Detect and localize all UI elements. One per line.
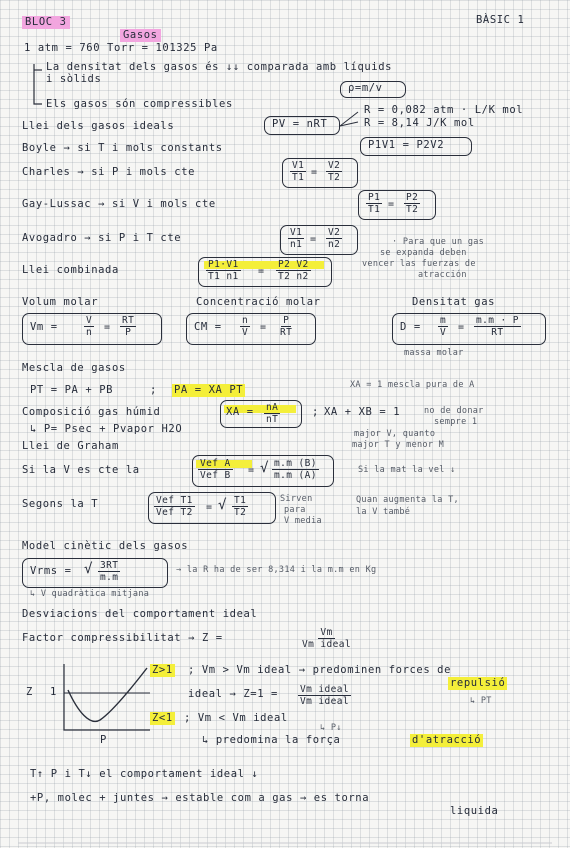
- z-frac: Vm Vm ideal: [302, 627, 351, 650]
- vm-label: Vm =: [30, 321, 58, 333]
- combined-frac-1: $\frac{P1\cdot V1}{T1 n1}$: [208, 259, 239, 282]
- compressibility-factor: Factor compressibilitat → Z =: [22, 632, 223, 644]
- r-constant-1: R = 0,082 atm · L/K mol: [364, 104, 524, 116]
- r-constant-2: R = 8,14 J/K mol: [364, 117, 475, 129]
- mixture-title: Mescla de gasos: [22, 362, 126, 374]
- not-always-note: no de donar: [424, 406, 484, 416]
- graham-note: Si la mat la vel ↓: [358, 465, 456, 475]
- humid-pressure: ↳ P= Psec + Pvapor H2O: [30, 423, 183, 435]
- cm-frac-2: $\frac{P}{RT}$: [280, 315, 293, 338]
- temperature-rule-1: Quan augmenta la T,: [356, 495, 459, 505]
- d-label: D =: [400, 321, 421, 333]
- always-one-note: sempre 1: [434, 417, 478, 427]
- vmedia-note: V media: [284, 516, 322, 526]
- molar-concentration-heading: Concentració molar: [196, 296, 321, 308]
- partial-pressure: PA = XA PT: [174, 384, 244, 396]
- temperature-frac-1: Vef T1 Vef T2: [156, 495, 193, 518]
- temperature-frac-2: $\frac{T1}{T2}$: [234, 495, 247, 518]
- graham-rule-1: major V, quanto: [354, 429, 436, 439]
- z-greater-label: Z>1: [152, 664, 173, 676]
- charles-label: Charles → si P i mols cte: [22, 166, 196, 178]
- boyle-label: Boyle → si T i mols constants: [22, 142, 223, 154]
- xa-label: XA =: [226, 406, 254, 418]
- repulsion-label: repulsió: [450, 677, 506, 689]
- bloc-label: BLOC 3: [22, 16, 70, 29]
- vm-frac-2: $\frac{RT}{P}$: [122, 315, 135, 338]
- vm-frac-1: $\frac{V}{n}$: [86, 315, 93, 338]
- fraction-sum: XA + XB = 1: [324, 406, 401, 418]
- cm-frac-1: $\frac{n}{V}$: [242, 315, 249, 338]
- total-pressure: PT = PA + PB: [30, 384, 114, 396]
- atm-conversion: 1 atm = 760 Torr = 101325 Pa: [24, 42, 218, 54]
- attraction-label: d'atracció: [412, 734, 482, 746]
- pt-note: ↳ PT: [470, 696, 492, 706]
- graham-title: Llei de Graham: [22, 440, 119, 452]
- level-label: BÀSIC 1: [476, 14, 525, 26]
- vrms-frac: $\frac{3RT}{m.m}$: [100, 560, 119, 583]
- sirven-note: Sirven: [280, 494, 313, 504]
- gas-density-heading: Densitat gas: [412, 296, 496, 308]
- combined-frac-2: $\frac{P2 V2}{T2 n2}$: [278, 259, 309, 282]
- molar-volume-heading: Volum molar: [22, 296, 99, 308]
- notebook-page: BLOC 3 Gasos BÀSIC 1 1 atm = 760 Torr = 101325 Pa La densitat dels gasos és ↓↓ comparada amb líquids i sòlids ρ=m/v Els gasos són compressibles Llei dels gasos ideals PV = nRT R = 0,082 atm · L/K mol R = 8,14 J/K mol Boyle → si T i mols constants P1V1 = P2V2 Charles → si P i mols cte $\frac{V1}{T1}$ = $\frac{V2}{T2}$ Gay-Lussac → si V i mols cte $\frac{P1}{T1}$ = $\frac{P2}{T2}$ Avogadro → si P i T cte $\frac{V1}{n1}$ = $\frac{V2}{n2}$ · Para que un gas se expanda deben vencer las fuerzas de atracción Llei combinada $\frac{P1\cdot V1}{T1 n1}$ = $\frac{P2 V2}{T2 n2}$ Volum molar Concentració molar Densitat gas Vm = $\frac{V}{n}$ = $\frac{RT}{P}$ CM = $\frac{n}{V}$ = $\frac{P}{RT}$ D = $\frac{m}{V}$ = $\frac{m.m \cdot P}{RT}$ massa molar Mescla de gasos PT = PA + PB ; PA = XA PT XA = 1 mescla pura de A Composició gas húmid XA = $\frac{nA}{nT}$ ; XA + XB = 1 no de donar sempre 1 ↳ P= Psec + Pvapor H2O major V, quanto major T y menor M Llei de Graham Si la V es cte la Vef A Vef B = √ $\frac{m.m (B)}{m.m (A)}$ Si la mat la vel ↓ Segons la T Vef T1 Vef T2 = √ $\frac{T1}{T2}$ Sirven para V media Quan augmenta la T, la V també Model cinètic dels gasos Vrms = √ $\frac{3RT}{m.m}$ → la R ha de ser 8,314 i la m.m en Kg ↳ V quadràtica mitjana Desviacions del comportament ideal Factor compressibilitat → Z = Vm Vm ideal Z 1 P Z>1 ; Vm > Vm ideal → predominen forces de repulsió ↳ PT ideal → Z=1 = Vm ideal Vm ideal Z<1 ; Vm < Vm ideal ↳ P↓ ↳ predomina la força d'atracció T↑ P i T↓ el comportament ideal ↓ +P, molec + juntes → estable com a gas → es torna liquida: [0, 0, 570, 848]
- gaylussac-label: Gay-Lussac → si V i mols cte: [22, 198, 216, 210]
- p-axis-label: P: [100, 734, 107, 746]
- deviations-title: Desviacions del comportament ideal: [22, 608, 258, 620]
- z-less-label: Z<1: [152, 712, 173, 724]
- gaylussac-frac-2: $\frac{P2}{T2}$: [406, 192, 419, 215]
- molar-mass-note: massa molar: [404, 348, 464, 358]
- expansion-note-2: se expanda deben: [380, 248, 467, 258]
- quadratic-velocity-note: ↳ V quadràtica mitjana: [30, 589, 150, 599]
- graham-frac-1: Vef A Vef B: [200, 458, 231, 481]
- expansion-note-1: · Para que un gas: [392, 237, 485, 247]
- cm-label: CM =: [194, 321, 222, 333]
- ideal-frac: Vm ideal Vm ideal: [300, 684, 349, 707]
- ideal-gas-eq: PV = nRT: [272, 118, 328, 130]
- para-note: para: [284, 505, 306, 515]
- liquefaction-note-cont: liquida: [450, 805, 499, 817]
- d-frac-2: $\frac{m.m \cdot P}{RT}$: [476, 315, 519, 338]
- z-axis-label: Z: [26, 686, 33, 698]
- humid-gas-label: Composició gas húmid: [22, 406, 161, 418]
- temperature-rule-2: la V també: [356, 507, 411, 517]
- density-note-cont: i sòlids: [46, 73, 102, 85]
- avogadro-frac-1: $\frac{V1}{n1}$: [290, 227, 303, 250]
- compressible-note: Els gasos són compressibles: [46, 98, 233, 110]
- ideal-behaviour-note: T↑ P i T↓ el comportament ideal ↓: [30, 768, 259, 780]
- temperature-label: Segons la T: [22, 498, 99, 510]
- pressure-down-note: ↳ P↓: [320, 723, 342, 733]
- avogadro-frac-2: $\frac{V2}{n2}$: [328, 227, 341, 250]
- liquefaction-note: +P, molec + juntes → estable com a gas → es torna: [30, 792, 370, 804]
- combined-law-label: Llei combinada: [22, 264, 119, 276]
- charles-frac-2: $\frac{V2}{T2}$: [328, 160, 341, 183]
- kinetic-model-title: Model cinètic dels gasos: [22, 540, 189, 552]
- attraction-predominates: ↳ predomina la força: [202, 734, 341, 746]
- ideal-case: ideal → Z=1 =: [188, 688, 278, 700]
- z-greater-text: ; Vm > Vm ideal → predominen forces de: [188, 664, 452, 676]
- ideal-gas-label: Llei dels gasos ideals: [22, 120, 175, 132]
- topic-title: Gasos: [120, 29, 161, 42]
- density-formula: ρ=m/v: [348, 82, 383, 94]
- gaylussac-frac-1: $\frac{P1}{T1}$: [368, 192, 381, 215]
- kinetic-note: → la R ha de ser 8,314 i la m.m en Kg: [176, 565, 377, 575]
- graham-rule-2: major T y menor M: [352, 440, 445, 450]
- charles-frac-1: $\frac{V1}{T1}$: [292, 160, 305, 183]
- density-note: La densitat dels gasos és ↓↓ comparada amb líquids: [46, 61, 393, 73]
- xa-frac: $\frac{nA}{nT}$: [266, 402, 279, 425]
- graham-condition: Si la V es cte la: [22, 464, 140, 476]
- expansion-note-4: atracción: [418, 270, 467, 280]
- d-frac-1: $\frac{m}{V}$: [440, 315, 447, 338]
- boyle-eq: P1V1 = P2V2: [368, 139, 445, 151]
- pure-mixture-note: XA = 1 mescla pura de A: [350, 380, 475, 390]
- expansion-note-3: vencer las fuerzas de: [362, 259, 476, 269]
- avogadro-label: Avogadro → si P i T cte: [22, 232, 182, 244]
- vrms-label: Vrms =: [30, 565, 72, 577]
- one-tick-label: 1: [50, 686, 57, 698]
- graham-frac-2: $\frac{m.m (B)}{m.m (A)}$: [274, 458, 317, 481]
- z-less-text: ; Vm < Vm ideal: [184, 712, 288, 724]
